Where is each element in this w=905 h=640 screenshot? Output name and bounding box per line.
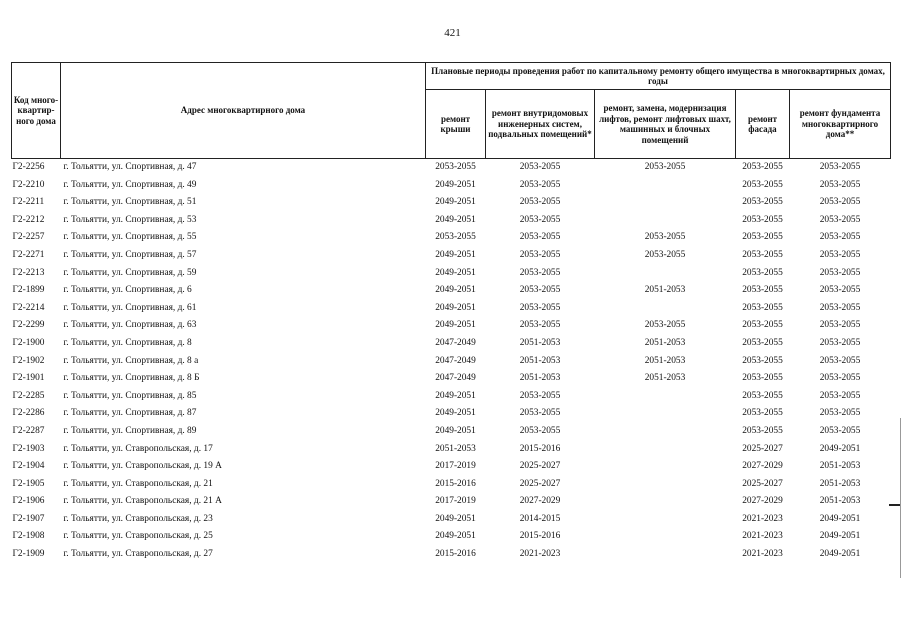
- cell-facade: 2053-2055: [742, 162, 783, 172]
- cell-foundation: 2049-2051: [819, 549, 861, 560]
- table-row: [12, 493, 891, 511]
- cell-address: г. Тольятти, ул. Спортивная, д. 55: [63, 232, 197, 243]
- cell-elevators: [595, 265, 736, 283]
- cell-engineering: 2025-2027: [519, 478, 561, 489]
- cell-foundation: 2053-2055: [819, 214, 861, 225]
- cell-foundation: 2051-2053: [819, 461, 861, 472]
- cell-engineering: 2053-2055: [519, 249, 561, 260]
- cell-code: Г2-2211: [12, 197, 45, 208]
- cell-foundation: 2053-2055: [819, 425, 861, 436]
- cell-foundation: 2049-2051: [819, 443, 861, 454]
- cell-roof: 2047-2049: [435, 337, 476, 348]
- table-row: [12, 177, 891, 195]
- table-row: [12, 388, 891, 406]
- cell-roof: 2049-2051: [435, 197, 476, 208]
- cell-address: г. Тольятти, ул. Спортивная, д. 49: [63, 179, 197, 190]
- cell-facade: 2025-2027: [742, 478, 783, 489]
- cell-elevators: [595, 423, 736, 441]
- cell-address: г. Тольятти, ул. Спортивная, д. 59: [63, 267, 197, 278]
- cell-elevators: [595, 194, 736, 212]
- page-number: 421: [444, 27, 461, 39]
- cell-elevators: [595, 528, 736, 546]
- cell-engineering: 2053-2055: [519, 162, 561, 172]
- cell-roof: 2017-2019: [435, 461, 476, 472]
- cell-roof: 2049-2051: [435, 302, 476, 313]
- table-row: [12, 353, 891, 371]
- cell-facade: 2027-2029: [742, 496, 783, 507]
- cell-elevators: 2051-2053: [644, 285, 686, 296]
- cell-address: г. Тольятти, ул. Спортивная, д. 61: [63, 302, 197, 313]
- header-facade: ремонт фасада: [736, 90, 790, 159]
- cell-facade: 2053-2055: [742, 302, 783, 313]
- header-foundation: ремонт фундамента многоквартирного дома**: [790, 90, 891, 159]
- cell-code: Г2-2287: [12, 425, 45, 436]
- cell-engineering: 2053-2055: [519, 232, 561, 243]
- cell-roof: 2047-2049: [435, 373, 476, 384]
- cell-roof: 2053-2055: [435, 162, 476, 172]
- cell-roof: 2015-2016: [435, 549, 476, 560]
- cell-code: Г2-1902: [12, 355, 45, 366]
- table-row: [12, 423, 891, 441]
- cell-elevators: 2051-2053: [644, 337, 686, 348]
- cell-address: г. Тольятти, ул. Спортивная, д. 6: [63, 285, 192, 296]
- cell-code: Г2-1909: [12, 549, 45, 560]
- cell-foundation: 2053-2055: [819, 179, 861, 190]
- cell-address: г. Тольятти, ул. Спортивная, д. 87: [63, 408, 197, 419]
- cell-engineering: 2053-2055: [519, 390, 561, 401]
- table-row: [12, 458, 891, 476]
- scan-edge-line: [900, 418, 901, 578]
- cell-elevators: [595, 177, 736, 195]
- cell-code: Г2-2257: [12, 232, 45, 243]
- table-row: [12, 405, 891, 423]
- cell-engineering: 2051-2053: [519, 373, 561, 384]
- cell-code: Г2-2271: [12, 249, 45, 260]
- cell-address: г. Тольятти, ул. Ставропольская, д. 25: [63, 531, 213, 542]
- table-row: [12, 370, 891, 388]
- table-row: [12, 229, 891, 247]
- cell-elevators: 2051-2053: [644, 373, 686, 384]
- cell-elevators: [595, 493, 736, 511]
- cell-foundation: 2053-2055: [819, 337, 861, 348]
- table-row: [12, 528, 891, 546]
- table-row: [12, 194, 891, 212]
- cell-address: г. Тольятти, ул. Спортивная, д. 63: [63, 320, 197, 331]
- cell-elevators: [595, 476, 736, 494]
- cell-facade: 2053-2055: [742, 320, 783, 331]
- cell-foundation: 2049-2051: [819, 531, 861, 542]
- cell-address: г. Тольятти, ул. Спортивная, д. 47: [63, 162, 197, 172]
- cell-code: Г2-1906: [12, 496, 45, 507]
- table-row: [12, 265, 891, 283]
- cell-elevators: [595, 388, 736, 406]
- cell-roof: 2015-2016: [435, 478, 476, 489]
- cell-facade: 2053-2055: [742, 232, 783, 243]
- cell-roof: 2049-2051: [435, 179, 476, 190]
- cell-engineering: 2053-2055: [519, 302, 561, 313]
- cell-foundation: 2053-2055: [819, 355, 861, 366]
- cell-address: г. Тольятти, ул. Спортивная, д. 8: [63, 337, 192, 348]
- cell-address: г. Тольятти, ул. Ставропольская, д. 19 А: [63, 461, 222, 472]
- cell-facade: 2053-2055: [742, 285, 783, 296]
- cell-facade: 2053-2055: [742, 408, 783, 419]
- cell-facade: 2021-2023: [742, 513, 783, 524]
- cell-foundation: 2053-2055: [819, 267, 861, 278]
- table-row: [12, 159, 891, 177]
- cell-facade: 2053-2055: [742, 337, 783, 348]
- cell-foundation: 2053-2055: [819, 197, 861, 208]
- header-code: Код много-квартир-ного дома: [12, 63, 61, 159]
- cell-engineering: 2053-2055: [519, 197, 561, 208]
- cell-foundation: 2051-2053: [819, 478, 861, 489]
- table-row: [12, 546, 891, 564]
- cell-facade: 2053-2055: [742, 355, 783, 366]
- cell-elevators: 2053-2055: [644, 249, 686, 260]
- cell-engineering: 2053-2055: [519, 214, 561, 225]
- cell-foundation: 2053-2055: [819, 249, 861, 260]
- cell-code: Г2-1900: [12, 337, 45, 348]
- table-row: [12, 282, 891, 300]
- header-address: Адрес многоквартирного дома: [61, 63, 426, 159]
- cell-code: Г2-1901: [12, 373, 45, 384]
- cell-code: Г2-1907: [12, 513, 45, 524]
- cell-engineering: 2053-2055: [519, 425, 561, 436]
- cell-foundation: 2053-2055: [819, 302, 861, 313]
- header-periods: Плановые периоды проведения работ по капитальному ремонту общего имущества в многоквартирных домах, годы: [426, 63, 891, 90]
- cell-roof: 2049-2051: [435, 390, 476, 401]
- cell-facade: 2027-2029: [742, 461, 783, 472]
- cell-address: г. Тольятти, ул. Ставропольская, д. 27: [63, 549, 213, 560]
- cell-facade: 2053-2055: [742, 249, 783, 260]
- cell-code: Г2-2210: [12, 179, 45, 190]
- cell-engineering: 2015-2016: [519, 531, 561, 542]
- cell-elevators: [595, 441, 736, 459]
- cell-facade: 2021-2023: [742, 549, 783, 560]
- cell-elevators: 2053-2055: [644, 232, 686, 243]
- cell-foundation: 2053-2055: [819, 320, 861, 331]
- cell-foundation: 2053-2055: [819, 285, 861, 296]
- cell-code: Г2-2214: [12, 302, 45, 313]
- cell-elevators: [595, 212, 736, 230]
- cell-code: Г2-2285: [12, 390, 45, 401]
- cell-roof: 2051-2053: [435, 443, 476, 454]
- header-elevators: ремонт, замена, модернизация лифтов, ремонт лифтовых шахт, машинных и блочных помещений: [595, 90, 736, 159]
- cell-engineering: 2053-2055: [519, 408, 561, 419]
- cell-facade: 2053-2055: [742, 214, 783, 225]
- header-roof: ремонт крыши: [426, 90, 486, 159]
- cell-foundation: 2053-2055: [819, 390, 861, 401]
- cell-elevators: [595, 458, 736, 476]
- table-row: [12, 212, 891, 230]
- cell-facade: 2053-2055: [742, 267, 783, 278]
- cell-elevators: [595, 300, 736, 318]
- cell-address: г. Тольятти, ул. Спортивная, д. 89: [63, 425, 197, 436]
- cell-roof: 2049-2051: [435, 267, 476, 278]
- table-row: [12, 317, 891, 335]
- cell-engineering: 2014-2015: [519, 513, 561, 524]
- table-body: [12, 159, 891, 564]
- cell-roof: 2049-2051: [435, 425, 476, 436]
- cell-foundation: 2053-2055: [819, 408, 861, 419]
- cell-facade: 2053-2055: [742, 373, 783, 384]
- cell-address: г. Тольятти, ул. Ставропольская, д. 17: [63, 443, 213, 454]
- cell-roof: 2049-2051: [435, 531, 476, 542]
- cell-engineering: 2053-2055: [519, 179, 561, 190]
- table-row: [12, 300, 891, 318]
- cell-roof: 2053-2055: [435, 232, 476, 243]
- cell-roof: 2049-2051: [435, 408, 476, 419]
- cell-code: Г2-2213: [12, 267, 45, 278]
- cell-engineering: 2053-2055: [519, 285, 561, 296]
- cell-engineering: 2027-2029: [519, 496, 561, 507]
- cell-foundation: 2051-2053: [819, 496, 861, 507]
- cell-address: г. Тольятти, ул. Ставропольская, д. 23: [63, 513, 213, 524]
- cell-roof: 2049-2051: [435, 513, 476, 524]
- cell-elevators: 2051-2053: [644, 355, 686, 366]
- cell-address: г. Тольятти, ул. Спортивная, д. 57: [63, 249, 197, 260]
- cell-address: г. Тольятти, ул. Спортивная, д. 53: [63, 214, 197, 225]
- cell-elevators: [595, 511, 736, 529]
- cell-roof: 2047-2049: [435, 355, 476, 366]
- cell-foundation: 2053-2055: [819, 373, 861, 384]
- cell-code: Г2-2256: [12, 162, 45, 172]
- table-row: [12, 335, 891, 353]
- cell-roof: 2017-2019: [435, 496, 476, 507]
- cell-code: Г2-1904: [12, 461, 45, 472]
- cell-elevators: [595, 546, 736, 564]
- cell-engineering: 2053-2055: [519, 320, 561, 331]
- table-row: [12, 476, 891, 494]
- cell-code: Г2-2286: [12, 408, 45, 419]
- cell-facade: 2053-2055: [742, 179, 783, 190]
- cell-roof: 2049-2051: [435, 249, 476, 260]
- cell-address: г. Тольятти, ул. Спортивная, д. 85: [63, 390, 197, 401]
- cell-address: г. Тольятти, ул. Ставропольская, д. 21 А: [63, 496, 222, 507]
- cell-roof: 2049-2051: [435, 214, 476, 225]
- cell-elevators: [595, 405, 736, 423]
- cell-code: Г2-2299: [12, 320, 45, 331]
- cell-facade: 2053-2055: [742, 390, 783, 401]
- cell-foundation: 2049-2051: [819, 513, 861, 524]
- cell-address: г. Тольятти, ул. Спортивная, д. 51: [63, 197, 197, 208]
- cell-facade: 2025-2027: [742, 443, 783, 454]
- cell-engineering: 2053-2055: [519, 267, 561, 278]
- table-row: [12, 511, 891, 529]
- cell-code: Г2-2212: [12, 214, 45, 225]
- cell-engineering: 2051-2053: [519, 355, 561, 366]
- cell-facade: 2021-2023: [742, 531, 783, 542]
- table-row: [12, 441, 891, 459]
- cell-code: Г2-1903: [12, 443, 45, 454]
- cell-foundation: 2053-2055: [819, 232, 861, 243]
- cell-code: Г2-1908: [12, 531, 45, 542]
- cell-address: г. Тольятти, ул. Спортивная, д. 8 Б: [63, 373, 200, 384]
- cell-roof: 2049-2051: [435, 285, 476, 296]
- cell-facade: 2053-2055: [742, 197, 783, 208]
- cell-address: г. Тольятти, ул. Ставропольская, д. 21: [63, 478, 213, 489]
- cell-code: Г2-1905: [12, 478, 45, 489]
- cell-roof: 2049-2051: [435, 320, 476, 331]
- cell-code: Г2-1899: [12, 285, 45, 296]
- cell-elevators: 2053-2055: [644, 162, 686, 172]
- cell-engineering: 2051-2053: [519, 337, 561, 348]
- cell-foundation: 2053-2055: [819, 162, 861, 172]
- cell-engineering: 2025-2027: [519, 461, 561, 472]
- table-row: [12, 247, 891, 265]
- cell-engineering: 2015-2016: [519, 443, 561, 454]
- capital-repair-table: [11, 62, 891, 564]
- cell-facade: 2053-2055: [742, 425, 783, 436]
- cell-address: г. Тольятти, ул. Спортивная, д. 8 а: [63, 355, 199, 366]
- header-engineering: ремонт внутридомовых инженерных систем, подвальных помещений*: [486, 90, 595, 159]
- cell-engineering: 2021-2023: [519, 549, 561, 560]
- cell-elevators: 2053-2055: [644, 320, 686, 331]
